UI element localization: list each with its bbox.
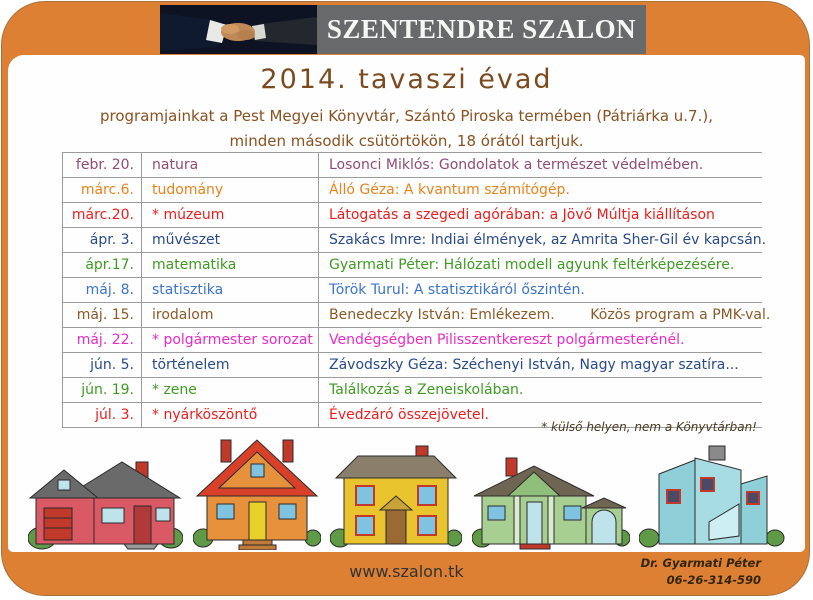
green-house-illustration [472,450,630,550]
description-cell: Vendégségben Pilisszentkereszt polgármesterénél. [318,328,762,352]
subtitle-line-2: minden második csütörtökön, 18 órától tartjuk. [229,131,584,150]
category-cell: statisztika [141,278,318,302]
date-cell: jún. 5. [62,353,141,377]
category-cell: tudomány [141,178,318,202]
date-cell: ápr. 3. [62,228,141,252]
date-cell: máj. 15. [62,303,141,327]
website-url: www.szalon.tk [349,562,464,581]
description-cell: Török Turul: A statisztikáról őszintén. [318,278,762,302]
category-cell: * zene [141,378,318,402]
date-cell: márc.20. [62,203,141,227]
description-cell: Találkozás a Zeneiskolában. [318,378,762,402]
brand-bar [317,5,646,54]
category-cell: * nyárköszöntő [141,403,318,427]
description-cell: Losonci Miklós: Gondolatok a természet védelmében. [318,153,762,177]
schedule-row [62,352,762,377]
schedule-row [62,252,762,277]
category-cell: történelem [141,353,318,377]
date-cell: máj. 22. [62,328,141,352]
contact-phone: 06-26-314-590 [666,572,761,587]
season-title: 2014. tavaszi évad [260,64,553,95]
description-cell: Évedzáró összejövetel. [318,403,762,427]
subtitle-line-1: programjainkat a Pest Megyei Könyvtár, Szántó Piroska termében (Pátriárka u.7.), [99,107,713,125]
schedule-row [62,152,762,177]
schedule-row [62,227,767,252]
houses-illustration-row [8,430,805,550]
date-cell: febr. 20. [62,153,141,177]
schedule-row [62,327,762,352]
category-cell: * polgármester sorozat [141,328,318,352]
schedule-row [62,302,771,327]
yellow-house-illustration [330,444,462,550]
category-cell: natura [141,153,318,177]
category-cell: művészet [141,228,318,252]
red-house-illustration [28,448,183,550]
contact-block [641,555,761,588]
category-cell: irodalom [141,303,318,327]
description-cell: Álló Géza: A kvantum számítógép. [318,178,762,202]
content-card [8,55,805,552]
date-cell: márc.6. [62,178,141,202]
description-cell: Látogatás a szegedi agórában: a Jövő Múltja kiállításon [318,203,762,227]
category-cell: matematika [141,253,318,277]
handshake-photo [160,5,317,54]
date-cell: júl. 3. [62,403,141,427]
description-cell: Szakács Imre: Indiai élmények, az Amrita Sher-Gil év kapcsán. [318,228,766,252]
date-cell: ápr.17. [62,253,141,277]
category-cell: * múzeum [141,203,318,227]
schedule-row [62,377,762,402]
schedule-table [62,152,771,428]
description-cell: Závodszky Géza: Széchenyi István, Nagy magyar szatíra... [318,353,762,377]
orange-house-illustration [193,434,321,550]
brand-title: SZENTENDRE SZALON [326,14,637,44]
modern-teal-house-illustration [639,444,785,550]
schedule-row [62,177,762,202]
external-venue-footnote: * külső helyen, nem a Könyvtárban! [541,420,757,434]
date-cell: jún. 19. [62,378,141,402]
description-cell: Benedeczky István: Emlékezem. Közös program a PMK-val. [318,303,770,327]
contact-name: Dr. Gyarmati Péter [640,556,761,570]
description-cell: Gyarmati Péter: Hálózati modell agyunk feltérképezésére. [318,253,762,277]
schedule-row [62,202,762,227]
schedule-row [62,277,762,302]
date-cell: máj. 8. [62,278,141,302]
